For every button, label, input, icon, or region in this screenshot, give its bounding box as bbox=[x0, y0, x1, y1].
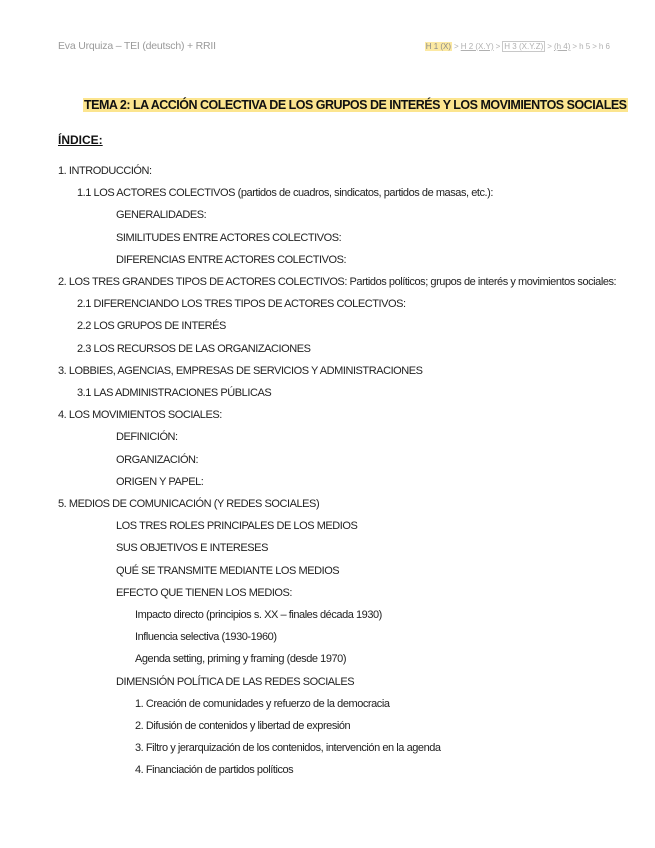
legend-h2: H 2 (X.Y) bbox=[460, 42, 494, 51]
toc-item: 1. INTRODUCCIÓN: bbox=[58, 165, 152, 177]
legend-h5: h 5 bbox=[579, 42, 591, 51]
toc-item: 1.1 LOS ACTORES COLECTIVOS (partidos de cuadros, sindicatos, partidos de masas, etc.): bbox=[77, 187, 493, 200]
legend-separator: > bbox=[495, 42, 501, 51]
toc-item: 2.1 DIFERENCIANDO LOS TRES TIPOS DE ACTORES COLECTIVOS: bbox=[77, 298, 406, 311]
toc-item: DIFERENCIAS ENTRE ACTORES COLECTIVOS: bbox=[116, 253, 347, 266]
legend-h6: h 6 bbox=[598, 42, 610, 51]
legend-separator: > bbox=[547, 42, 552, 51]
toc-item: 4. Financiación de partidos políticos bbox=[135, 764, 294, 777]
toc-item: ORIGEN Y PAPEL: bbox=[116, 475, 204, 488]
toc-item: SIMILITUDES ENTRE ACTORES COLECTIVOS: bbox=[116, 231, 342, 244]
toc-item: 2.2 LOS GRUPOS DE INTERÉS bbox=[77, 320, 226, 333]
toc-item: 4. LOS MOVIMIENTOS SOCIALES: bbox=[58, 409, 222, 422]
header-author: Eva Urquiza – TEI (deutsch) + RRII bbox=[58, 40, 216, 52]
document-title: TEMA 2: LA ACCIÓN COLECTIVA DE LOS GRUPOS DE INTERÉS Y LOS MOVIMIENTOS SOCIALES bbox=[84, 98, 627, 112]
heading-legend bbox=[425, 41, 610, 52]
toc-item: Impacto directo (principios s. XX – finales década 1930) bbox=[135, 609, 382, 621]
toc-item: EFECTO QUE TIENEN LOS MEDIOS: bbox=[116, 586, 293, 599]
index-heading: ÍNDICE: bbox=[58, 133, 103, 147]
toc-item: 2. LOS TRES GRANDES TIPOS DE ACTORES COLECTIVOS: Partidos políticos; grupos de interés y movimientos sociales: bbox=[58, 276, 617, 288]
toc-item: GENERALIDADES: bbox=[116, 209, 207, 222]
toc-item: DIMENSIÓN POLÍTICA DE LAS REDES SOCIALES bbox=[116, 675, 355, 688]
toc-item: 2.3 LOS RECURSOS DE LAS ORGANIZACIONES bbox=[77, 342, 311, 355]
toc-item: 2. Difusión de contenidos y libertad de expresión bbox=[135, 720, 351, 732]
legend-h3: H 3 (X.Y.Z) bbox=[504, 42, 544, 51]
legend-separator: > bbox=[454, 42, 459, 51]
toc-item: ORGANIZACIÓN: bbox=[116, 453, 199, 466]
toc-item: DEFINICIÓN: bbox=[116, 431, 178, 444]
toc-item: Influencia selectiva (1930-1960) bbox=[135, 631, 277, 644]
legend-separator: > bbox=[592, 42, 597, 51]
toc-item: LOS TRES ROLES PRINCIPALES DE LOS MEDIOS bbox=[116, 520, 358, 533]
toc-item: SUS OBJETIVOS E INTERESES bbox=[116, 542, 268, 555]
legend-h4: (h 4) bbox=[553, 42, 571, 51]
legend-separator: > bbox=[572, 42, 578, 51]
toc-item: 3. LOBBIES, AGENCIAS, EMPRESAS DE SERVICIOS Y ADMINISTRACIONES bbox=[58, 364, 423, 377]
toc-item: 3. Filtro y jerarquización de los contenidos, intervención en la agenda bbox=[135, 742, 441, 755]
toc-item: 1. Creación de comunidades y refuerzo de la democracia bbox=[135, 697, 390, 710]
toc-item: QUÉ SE TRANSMITE MEDIANTE LOS MEDIOS bbox=[116, 564, 340, 577]
toc-item: Agenda setting, priming y framing (desde 1970) bbox=[135, 653, 347, 666]
toc-item: 3.1 LAS ADMINISTRACIONES PÚBLICAS bbox=[77, 387, 272, 399]
legend-h1: H 1 (X) bbox=[425, 42, 452, 51]
toc-item: 5. MEDIOS DE COMUNICACIÓN (Y REDES SOCIALES) bbox=[58, 498, 320, 510]
